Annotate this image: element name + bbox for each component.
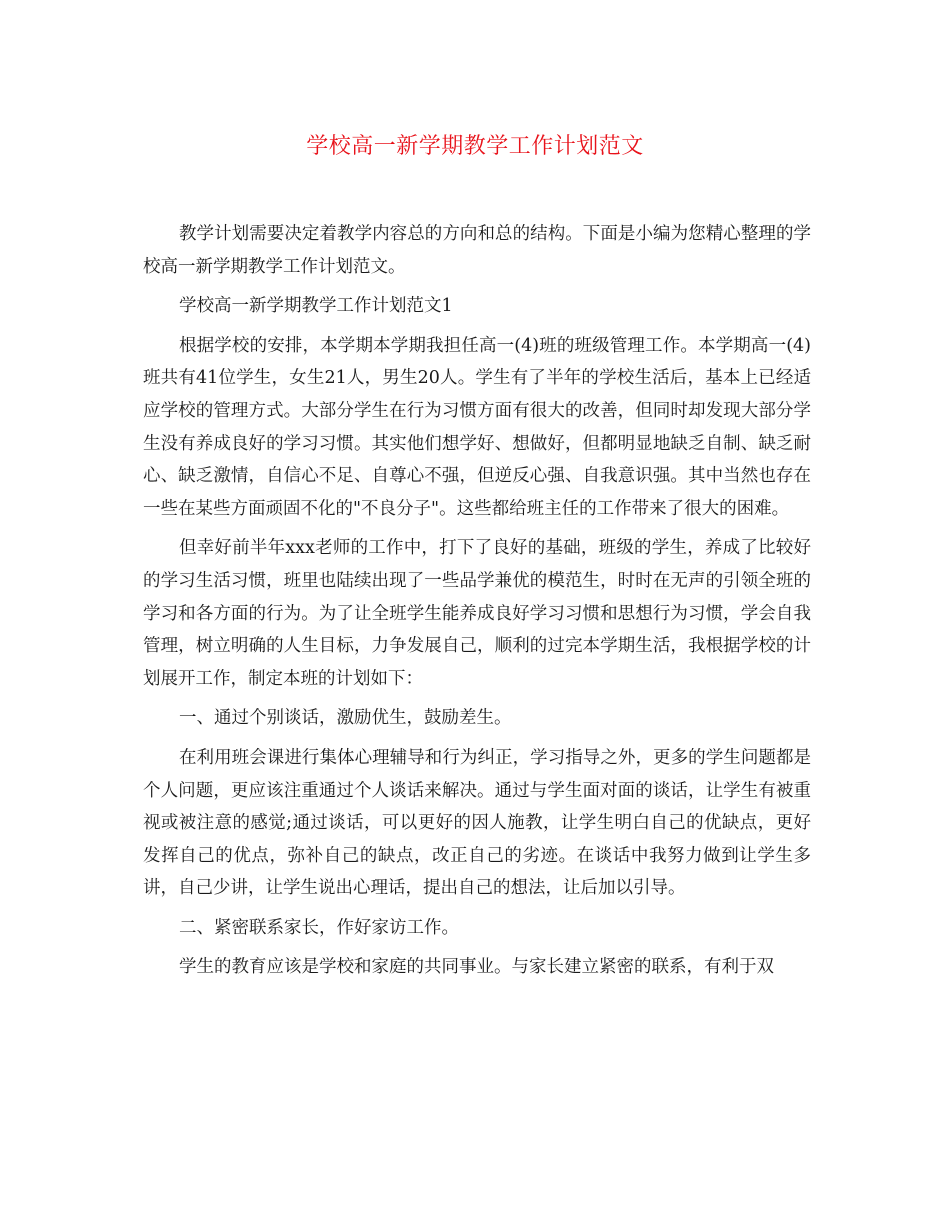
subheading-parent-contact: 二、紧密联系家长，作好家访工作。	[179, 917, 459, 938]
paragraph-individual-talk: 在利用班会课进行集体心理辅导和行为纠正，学习指导之外，更多的学生问题都是个人问题，更应该注重通过个人谈话来解决。通过与学生面对面的谈话，让学生有被重视或被注意的感觉;通过谈话，可以更好的因人施教，让学生明白自己的优缺点，更好发挥自己的优点，弥补自己的缺点，改正自己的劣迹。在谈话中我努力做到让学生多讲，自己少讲，让学生说出心理话，提出自己的想法，让后加以引导。	[143, 747, 811, 899]
document-title: 学校高一新学期教学工作计划范文	[306, 134, 644, 159]
paragraph-foundation: 但幸好前半年xxx老师的工作中，打下了良好的基础，班级的学生，养成了比较好的学习生活习惯，班里也陆续出现了一些品学兼优的模范生，时时在无声的引领全班的学习和各方面的行为。为了让全班学生能养成良好学习习惯和思想行为习惯，学会自我管理，树立明确的人生目标，力争发展自己，顺利的过完本学期生活，我根据学校的计划展开工作，制定本班的计划如下：	[143, 538, 811, 689]
paragraph-intro: 教学计划需要决定着教学内容总的方向和总的结构。下面是小编为您精心整理的学校高一新学期教学工作计划范文。	[143, 224, 811, 277]
section-heading-1: 学校高一新学期教学工作计划范文1	[179, 296, 453, 317]
paragraph-parent-contact: 学生的教育应该是学校和家庭的共同事业。与家长建立紧密的联系，有利于双	[179, 957, 774, 978]
paragraph-class-situation: 根据学校的安排，本学期本学期我担任高一(4)班的班级管理工作。本学期高一(4)班共有41位学生，女生21人，男生20人。学生有了半年的学校生活后，基本上已经适应学校的管理方式。大部分学生在行为习惯方面有很大的改善，但同时却发现大部分学生没有养成良好的学习习惯。其实他们想学好、想做好，但都明显地缺乏自制、缺乏耐心、缺乏激情，自信心不足、自尊心不强，但逆反心强、自我意识强。其中当然也存在一些在某些方面顽固不化的"不良分子"。这些都给班主任的工作带来了很大的困难。	[143, 335, 811, 519]
document-body	[143, 218, 811, 991]
subheading-individual-talk: 一、通过个别谈话，激励优生，鼓励差生。	[179, 708, 512, 729]
